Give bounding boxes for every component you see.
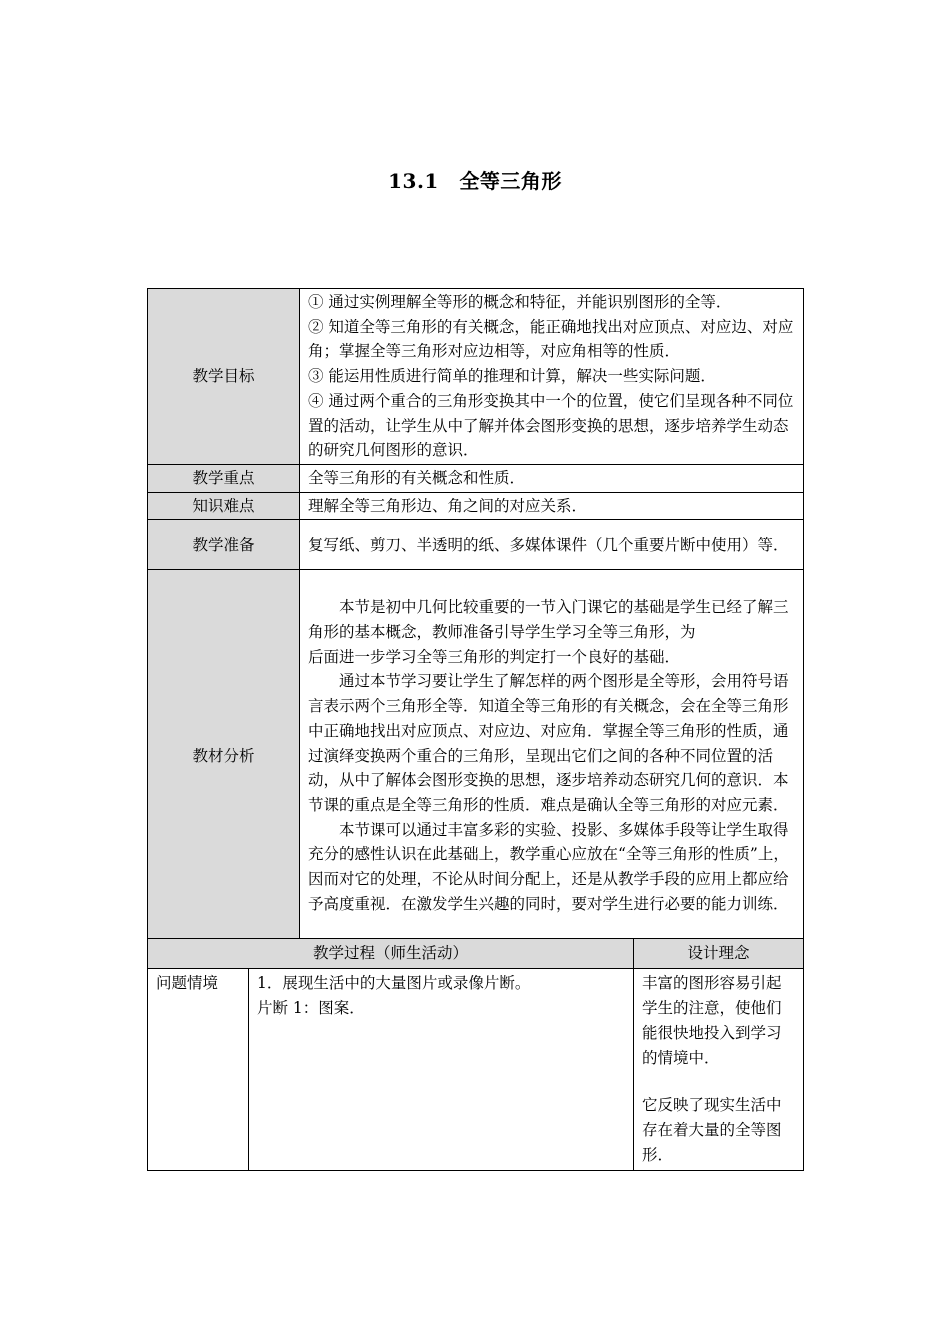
activity-line: 片断 1：图案． <box>257 999 365 1017</box>
teaching-process-table <box>147 938 804 1171</box>
goal-item: ① 通过实例理解全等形的概念和特征，并能识别图形的全等． <box>308 293 732 312</box>
table-row <box>148 492 804 520</box>
design-paragraph: 丰富的图形容易引起学生的注意，使他们能很快地投入到学习的情境中． <box>642 974 782 1067</box>
design-paragraph: 它反映了现实生活中存在着大量的全等图形． <box>642 1096 782 1164</box>
table-row <box>148 520 804 570</box>
goal-item: ② 知道全等三角形的有关概念，能正确地找出对应顶点、对应边、对应角；掌握全等三角形对应边相等，对应角相等的性质． <box>308 317 794 361</box>
activity-cell <box>249 969 634 1171</box>
activity-line: 1．展现生活中的大量图片或录像片断。 <box>257 974 531 992</box>
difficulty-cell: 理解全等三角形边、角之间的对应关系． <box>300 492 804 520</box>
goal-item: ③ 能运用性质进行简单的推理和计算，解决一些实际问题． <box>308 367 716 386</box>
paragraph-gap <box>642 1071 795 1093</box>
analysis-paragraph: 本节课可以通过丰富多彩的实验、投影、多媒体手段等让学生取得充分的感性认识在此基础上，教学重心应放在“全等三角形的性质”上，因而对它的处理，不论从时间分配上，还是从教学手段的应用上都应给予高度重视．在激发学生兴趣的同时，要对学生进行必要的能力训练． <box>308 820 789 913</box>
stage-label: 问题情境 <box>148 969 249 1171</box>
table-row <box>148 465 804 493</box>
row-label-goals: 教学目标 <box>148 289 300 465</box>
lesson-info-table <box>147 288 804 942</box>
table-header-row <box>148 939 804 969</box>
table-row <box>148 289 804 465</box>
key-points-cell: 全等三角形的有关概念和性质． <box>300 465 804 493</box>
goal-item: ④ 通过两个重合的三角形变换其中一个的位置，使它们呈现各种不同位置的活动，让学生从中了解并体会图形变换的思想，逐步培养学生动态的研究几何图形的意识． <box>308 391 794 460</box>
design-cell <box>634 969 804 1171</box>
page-title: 13.1 全等三角形 <box>388 169 562 193</box>
row-label-key-points: 教学重点 <box>148 465 300 493</box>
analysis-paragraph: 本节是初中几何比较重要的一节入门课它的基础是学生已经了解三角形的基本概念，教师准备引导学生学习全等三角形，为 <box>308 598 789 642</box>
analysis-cell <box>300 570 804 942</box>
table-row <box>148 969 804 1171</box>
row-label-difficulty: 知识难点 <box>148 492 300 520</box>
row-label-preparation: 教学准备 <box>148 520 300 570</box>
goals-cell <box>300 289 804 465</box>
row-label-analysis: 教材分析 <box>148 570 300 942</box>
table-row <box>148 570 804 942</box>
preparation-cell: 复写纸、剪刀、半透明的纸、多媒体课件（几个重要片断中使用）等． <box>300 520 804 570</box>
analysis-paragraph: 通过本节学习要让学生了解怎样的两个图形是全等形，会用符号语言表示两个三角形全等．知道全等三角形的有关概念，会在全等三角形中正确地找出对应顶点、对应边、对应角．掌握全等三角形的性质，通过演绎变换两个重合的三角形，呈现出它们之间的各种不同位置的活动，从中了解体会图形变换的思想，逐步培养动态研究几何的意识．本节课的重点是全等三角形的性质．难点是确认全等三角形的对应元素． <box>308 672 789 814</box>
column-header-design: 设计理念 <box>634 939 804 969</box>
analysis-paragraph: 后面进一步学习全等三角形的判定打一个良好的基础． <box>308 647 681 666</box>
column-header-activity: 教学过程（师生活动） <box>148 939 634 969</box>
